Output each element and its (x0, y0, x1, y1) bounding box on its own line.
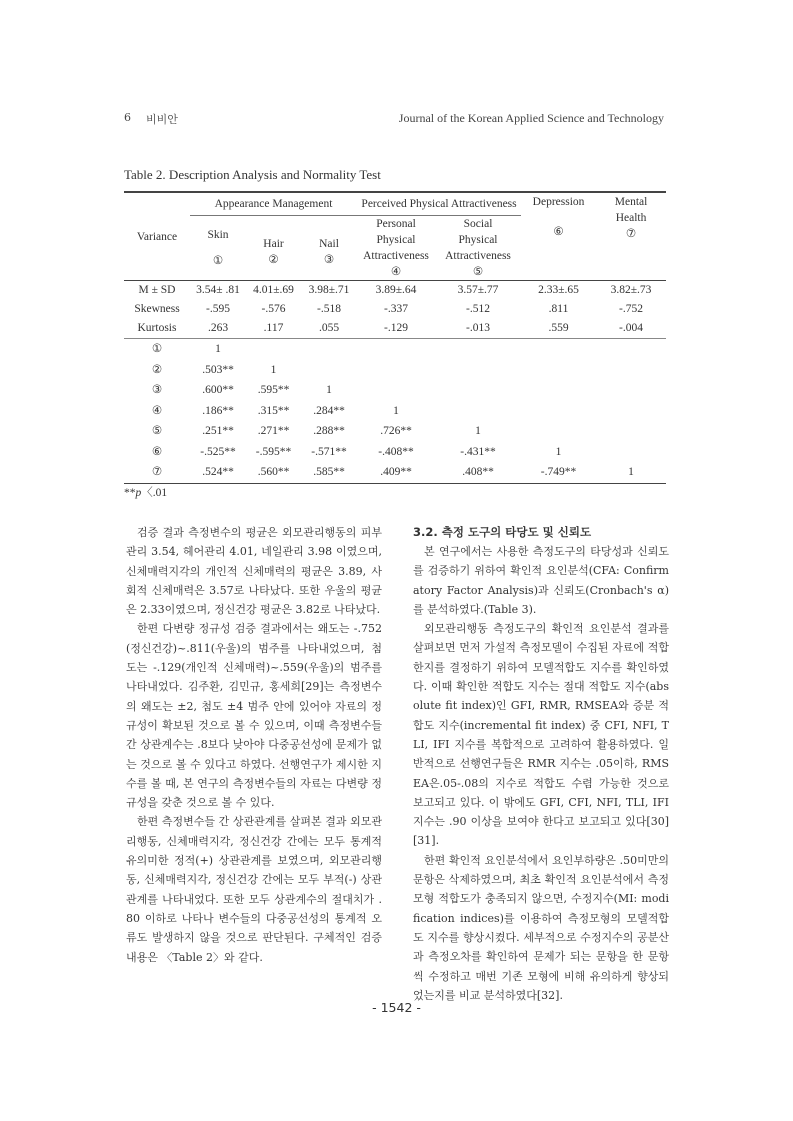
nail-header: Nail ③ (319, 238, 339, 266)
table-cell: 3.98±.71 (301, 281, 357, 301)
table-cell: 3.82±.73 (596, 281, 666, 301)
table-cell: .559 (521, 319, 596, 339)
table-cell: .560** (246, 462, 301, 483)
desc-row (124, 281, 666, 301)
table-cell: 2.33±.65 (521, 281, 596, 301)
table-cell: -.004 (596, 319, 666, 339)
table-cell (521, 339, 596, 360)
variance-header: Variance (124, 192, 190, 281)
section-heading: 3.2. 측정 도구의 타당도 및 신뢰도 (413, 525, 592, 539)
right-column-text (413, 523, 669, 1005)
descriptive-stats-body (124, 281, 666, 339)
table-cell: -.129 (357, 319, 435, 339)
table-cell (301, 339, 357, 360)
desc-row (124, 319, 666, 339)
table-cell: .811 (548, 303, 569, 315)
table-cell: .408** (435, 462, 521, 483)
table-cell (596, 442, 666, 463)
table-cell: 1 (326, 384, 332, 396)
right-paragraph-3: 한편 확인적 요인분석에서 요인부하량은 .50미만의 문항은 삭제하였으며, 최초 확인적 요인분석에서 측정모형 적합도가 충족되지 않으면, 수정지수(MI: modification indices)를 이용하여 측정모형의 모델적합도 지수를 향상시켰다. 세부적으로 수정지수의 공분산과 측정오차를 확인하여 문제가 되는 문항을 한 문항씩 수정하고 매번 기존 모형에 비해 유의하게 향상되었는지를 비교 분석하였다[32]. (413, 853, 669, 1002)
row-label: ④ (151, 404, 163, 417)
table-cell: .117 (246, 319, 301, 339)
table-cell (521, 360, 596, 381)
corr-row (124, 380, 666, 401)
table-cell (521, 421, 596, 442)
table-cell: 1 (393, 404, 399, 417)
significance-note: **p〈.01 (124, 487, 168, 499)
page-header (124, 111, 664, 129)
table-cell: 1 (475, 425, 481, 437)
table-cell: .055 (301, 319, 357, 339)
table-cell: .726** (380, 425, 412, 437)
table-cell: -.571** (311, 445, 347, 458)
table-cell: 1 (270, 363, 277, 376)
left-column-text (126, 523, 382, 967)
table-cell (596, 421, 666, 442)
skin-header: Skin ① (207, 229, 229, 267)
table-cell: .503** (202, 363, 234, 376)
table-cell: -.431** (460, 445, 496, 458)
table-cell (596, 339, 666, 360)
row-label: Kurtosis (124, 319, 190, 339)
left-paragraph-3: 한편 측정변수들 간 상관관계를 살펴본 결과 외모관리행동, 신체매력지각, 정신건강 간에는 모두 통계적 유의미한 정적(+) 상관관계를 보였으며, 외모관리행동, 신체매력지각, 정신건강 간에는 모두 부적(-) 상관관계를 나타내었다. 또한 모두 상관계수의 절대치가 .80 이하로 나타나 변수들의 다중공선성의 통계적 오류도 발생하지 않을 것으로 판단된다. 구체적인 검증 내용은 〈Table 2〉와 같다. (126, 815, 382, 964)
row-label: ⑤ (151, 425, 163, 437)
left-paragraph-1: 검증 결과 측정변수의 평균은 외모관리행동의 피부관리 3.54, 헤어관리 4.01, 네일관리 3.98 이였으며, 신체매력지각의 개인적 신체매력의 평균은 3.89, 사회적 신체매력은 3.57로 나타났다. 또한 우울의 평균은 2.33이였으며, 정신건강 평균은 3.82로 나타났다. (126, 526, 382, 617)
page-footer: - 1542 - (372, 1000, 421, 1015)
perceived-physical-attractiveness-header: Perceived Physical Attractiveness (357, 192, 521, 216)
table-cell: 4.01±.69 (246, 281, 301, 301)
row-label: ⑦ (124, 462, 190, 483)
desc-row (124, 300, 666, 319)
table-cell (521, 380, 596, 401)
table-cell: -.595 (206, 303, 230, 315)
personal-attractiveness-header: Personal Physical Attractiveness ④ (363, 218, 429, 278)
right-paragraph-1: 본 연구에서는 사용한 측정도구의 타당성과 신뢰도를 검증하기 위하여 확인적 요인분석(CFA: Confirmatory Factor Analysis)과 신뢰도(Cronbach's α)를 분석하였다.(Table 3). (413, 545, 669, 616)
table-cell (357, 339, 435, 360)
row-label: ③ (151, 384, 163, 396)
table-cell: .271** (257, 425, 290, 437)
table-cell: 3.54± .81 (190, 281, 246, 301)
table-cell: .409** (357, 462, 435, 483)
row-label: ⑥ (151, 445, 163, 458)
table-header-row-2 (124, 216, 666, 281)
table-cell: -.512 (466, 303, 491, 315)
table-cell: .263 (190, 319, 246, 339)
hair-header: Hair ② (263, 238, 284, 266)
table-cell: 1 (596, 462, 666, 483)
description-normality-table (124, 191, 666, 484)
corr-row (124, 462, 666, 483)
left-paragraph-2: 한편 다변량 정규성 검증 결과에서는 왜도는 -.752(정신건강)~.811(우울)의 범주를 나타내었으며, 첨도는 -.129(개인적 신체매력)~.559(우울)의 범주를 나타내었다. 김주환, 김민규, 홍세희[29]는 측정변수의 왜도는 ±2, 첨도 ±4 범주 안에 있어야 자료의 정규성이 확보된 것으로 볼 수 있으며, 이때 측정변수들 간 상관계수는 .8보다 낮아야 다중공선성에 문제가 없는 것으로 볼 수 있다고 하였다. 선행연구가 제시한 지수를 볼 때, 본 연구의 측정변수들의 자료는 다변량 정규성을 갖춘 것으로 볼 수 있다. (126, 622, 382, 810)
table-cell (301, 360, 357, 381)
table-cell: 3.57±.77 (435, 281, 521, 301)
corr-row (124, 421, 666, 442)
table-cell: 1 (215, 343, 221, 355)
corr-row (124, 339, 666, 360)
table-cell: .600** (202, 384, 234, 396)
table-cell: -.595** (255, 445, 292, 458)
table-cell: -.408** (378, 445, 414, 458)
table-cell: -.749** (521, 462, 596, 483)
table-cell (596, 401, 666, 422)
corr-row (124, 401, 666, 422)
table-cell (357, 380, 435, 401)
table-cell: .186** (202, 404, 234, 417)
table-cell: .315** (257, 404, 290, 417)
table-cell: -.525** (200, 445, 236, 458)
mental-health-header: Mental Health ⑦ (614, 195, 648, 240)
row-label: M ± SD (124, 281, 190, 301)
table-cell (435, 339, 521, 360)
table-cell: .595** (257, 384, 290, 396)
correlation-body (124, 339, 666, 484)
right-paragraph-2: 외모관리행동 측정도구의 확인적 요인분석 결과를 살펴보면 먼저 가설적 측정모델이 수집된 자료에 적합한지를 결정하기 위하여 모델적합도 지수를 확인하였다. 이때 확인한 적합도 지수는 절대 적합도 지수(absolute fit index)인 GFI, RMR, RMSEA와 증분 적합도 지수(incremental fit index) 중 CFI, NFI, TLI, IFI 지수를 복합적으로 고려하여 활용하였다. 일반적으로 선행연구들은 RMR 지수는 .05이하, RMSEA은.05-.08의 지수로 적합도 수렴 가능한 것으로 보고되고 있다. 이 밖에도 GFI, CFI, NFI, TLI, IFI 지수는 .90 이상을 보여야 한다고 보고되고 있다[30][31]. (413, 622, 669, 848)
appearance-management-header: Appearance Management (190, 192, 357, 216)
table-cell: -.752 (619, 303, 644, 315)
social-attractiveness-header: Social Physical Attractiveness ⑤ (445, 218, 511, 278)
table-caption: Table 2. Description Analysis and Normality Test (124, 167, 381, 182)
page-number: 6 (124, 111, 131, 124)
table-cell: -.013 (435, 319, 521, 339)
table-cell: -.576 (261, 303, 286, 315)
table-cell (435, 360, 521, 381)
table-cell: .585** (301, 462, 357, 483)
table-cell (596, 380, 666, 401)
journal-title: Journal of the Korean Applied Science and Technology (398, 111, 664, 125)
corr-row (124, 360, 666, 381)
table-cell (596, 360, 666, 381)
table-cell (435, 401, 521, 422)
table-cell: .284** (313, 404, 345, 417)
table-cell: -.337 (384, 303, 409, 315)
running-author: 비비안 (146, 113, 178, 126)
table-cell (435, 380, 521, 401)
row-label: ② (151, 363, 163, 376)
corr-row (124, 442, 666, 463)
table-cell: 1 (555, 445, 562, 458)
table-cell (246, 339, 301, 360)
table-cell (521, 401, 596, 422)
table-cell: -.518 (317, 303, 341, 315)
row-label: Skewness (134, 303, 180, 315)
table-cell: 3.89±.64 (357, 281, 435, 301)
table-cell: .251** (202, 425, 234, 437)
table-cell: .524** (190, 462, 246, 483)
row-label: ① (151, 343, 163, 355)
depression-header: Depression ⑥ (532, 195, 585, 238)
table-cell: .288** (313, 425, 345, 437)
table-cell (357, 360, 435, 381)
